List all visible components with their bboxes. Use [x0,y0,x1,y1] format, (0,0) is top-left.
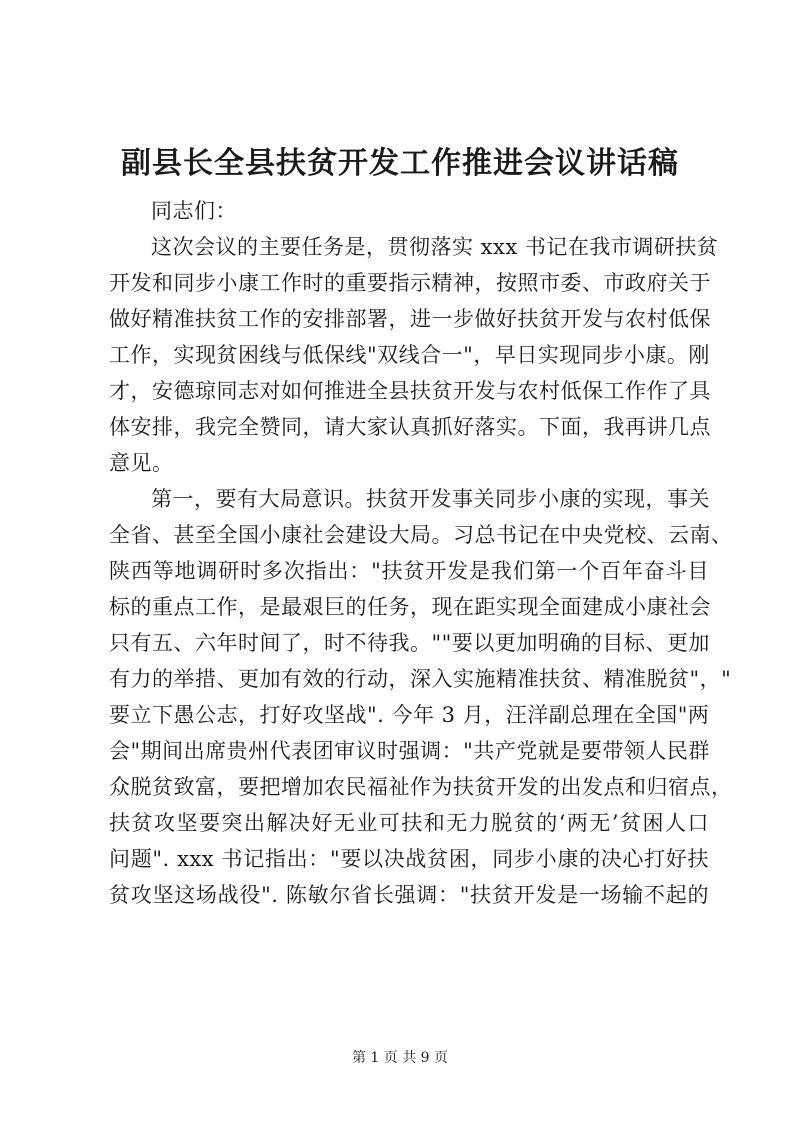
paragraph-1-line: 工作，实现贫困线与低保线"双线合一"，早日实现同步小康。刚 [109,343,710,367]
paragraph-2-line: 会"期间出席贵州代表团审议时强调："共产党就是要带领人民群 [109,739,710,763]
paragraph-1-line: 开发和同步小康工作时的重要指示精神，按照市委、市政府关于 [109,271,711,295]
paragraph-2-line: 扶贫攻坚要突出解决好无业可扶和无力脱贫的‘两无’贫困人口 [109,811,709,835]
document-body [109,193,733,913]
paragraph-2-line: 陕西等地调研时多次指出："扶贫开发是我们第一个百年奋斗目 [109,559,709,583]
paragraph-1-line: 这次会议的主要任务是，贯彻落实 xxx 书记在我市调研扶贫 [151,235,719,259]
salutation: 同志们： [151,199,237,223]
paragraph-2-line: 第一，要有大局意识。扶贫开发事关同步小康的实现，事关 [151,487,710,511]
paragraph-2-line: 贫攻坚这场战役". 陈敏尔省长强调："扶贫开发是一场输不起的 [109,883,709,907]
paragraph-1-line: 体安排，我完全赞同，请大家认真抓好落实。下面，我再讲几点 [109,415,711,439]
paragraph-2-line: 只有五、六年时间了，时不待我。""要以更加明确的目标、更加 [109,631,710,655]
paragraph-2-line: 问题". xxx 书记指出："要以决战贫困，同步小康的决心打好扶 [109,847,709,871]
paragraph-1-line: 做好精准扶贫工作的安排部署，进一步做好扶贫开发与农村低保 [109,307,711,331]
paragraph-2-line: 全省、甚至全国小康社会建设大局。习总书记在中央党校、云南、 [109,523,733,547]
paragraph-1-line: 才，安德琼同志对如何推进全县扶贫开发与农村低保工作作了具 [109,379,711,403]
paragraph-1-line: 意见。 [109,451,174,475]
paragraph-2-line: 众脱贫致富，要把增加农民福祉作为扶贫开发的出发点和归宿点， [109,775,733,799]
paragraph-2-line: 要立下愚公志，打好攻坚战". 今年 3 月，汪洋副总理在全国"两 [109,703,710,727]
paragraph-2-line: 有力的举措、更加有效的行动，深入实施精准扶贫、精准脱贫"，" [109,667,732,691]
document-title: 副县长全县扶贫开发工作推进会议讲话稿 [121,146,679,181]
paragraph-2-line: 标的重点工作，是最艰巨的任务，现在距实现全面建成小康社会 [109,595,711,619]
page-number-footer: 第 1 页 共 9 页 [351,1050,449,1066]
